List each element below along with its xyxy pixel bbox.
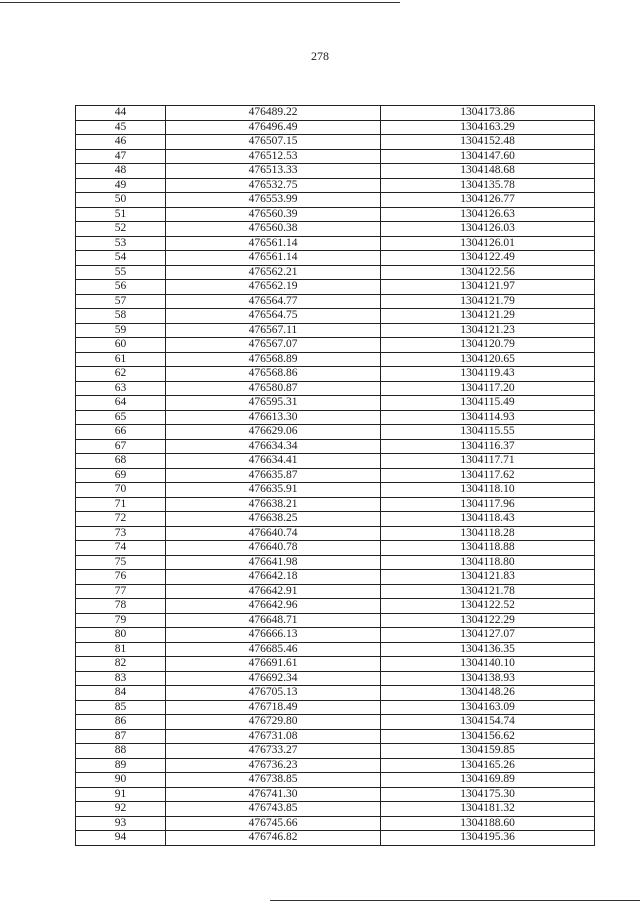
table-row: [76, 222, 595, 237]
table-row: [76, 265, 595, 280]
point-number-cell: 79: [76, 613, 166, 628]
x-coordinate-cell: 476691.61: [166, 657, 381, 672]
table-row: [76, 657, 595, 672]
x-coordinate-cell: 476666.13: [166, 628, 381, 643]
table-row: [76, 570, 595, 585]
table-row: [76, 280, 595, 295]
y-coordinate-cell: 1304126.03: [381, 222, 595, 237]
point-number-cell: 49: [76, 178, 166, 193]
x-coordinate-cell: 476638.21: [166, 497, 381, 512]
point-number-cell: 65: [76, 410, 166, 425]
table-row: [76, 802, 595, 817]
y-coordinate-cell: 1304121.83: [381, 570, 595, 585]
point-number-cell: 66: [76, 425, 166, 440]
point-number-cell: 88: [76, 744, 166, 759]
y-coordinate-cell: 1304126.63: [381, 207, 595, 222]
y-coordinate-cell: 1304122.29: [381, 613, 595, 628]
y-coordinate-cell: 1304121.79: [381, 294, 595, 309]
x-coordinate-cell: 476634.34: [166, 439, 381, 454]
table-row: [76, 787, 595, 802]
point-number-cell: 55: [76, 265, 166, 280]
x-coordinate-cell: 476553.99: [166, 193, 381, 208]
y-coordinate-cell: 1304135.78: [381, 178, 595, 193]
table-row: [76, 729, 595, 744]
table-row: [76, 367, 595, 382]
table-row: [76, 251, 595, 266]
table-row: [76, 686, 595, 701]
point-number-cell: 74: [76, 541, 166, 556]
x-coordinate-cell: 476580.87: [166, 381, 381, 396]
x-coordinate-cell: 476741.30: [166, 787, 381, 802]
x-coordinate-cell: 476635.91: [166, 483, 381, 498]
table-row: [76, 120, 595, 135]
point-number-cell: 54: [76, 251, 166, 266]
point-number-cell: 77: [76, 584, 166, 599]
point-number-cell: 81: [76, 642, 166, 657]
table-row: [76, 323, 595, 338]
table-row: [76, 831, 595, 846]
table-row: [76, 309, 595, 324]
x-coordinate-cell: 476640.78: [166, 541, 381, 556]
y-coordinate-cell: 1304121.23: [381, 323, 595, 338]
x-coordinate-cell: 476564.77: [166, 294, 381, 309]
y-coordinate-cell: 1304152.48: [381, 135, 595, 150]
point-number-cell: 80: [76, 628, 166, 643]
table-row: [76, 454, 595, 469]
x-coordinate-cell: 476642.96: [166, 599, 381, 614]
x-coordinate-cell: 476496.49: [166, 120, 381, 135]
y-coordinate-cell: 1304127.07: [381, 628, 595, 643]
point-number-cell: 89: [76, 758, 166, 773]
table-row: [76, 439, 595, 454]
x-coordinate-cell: 476560.39: [166, 207, 381, 222]
point-number-cell: 91: [76, 787, 166, 802]
table-row: [76, 149, 595, 164]
x-coordinate-cell: 476648.71: [166, 613, 381, 628]
x-coordinate-cell: 476634.41: [166, 454, 381, 469]
table-row: [76, 381, 595, 396]
x-coordinate-cell: 476489.22: [166, 106, 381, 121]
point-number-cell: 90: [76, 773, 166, 788]
table-row: [76, 497, 595, 512]
x-coordinate-cell: 476745.66: [166, 816, 381, 831]
point-number-cell: 93: [76, 816, 166, 831]
point-number-cell: 84: [76, 686, 166, 701]
y-coordinate-cell: 1304119.43: [381, 367, 595, 382]
table-row: [76, 555, 595, 570]
y-coordinate-cell: 1304154.74: [381, 715, 595, 730]
point-number-cell: 56: [76, 280, 166, 295]
y-coordinate-cell: 1304115.49: [381, 396, 595, 411]
point-number-cell: 46: [76, 135, 166, 150]
table-row: [76, 773, 595, 788]
x-coordinate-cell: 476641.98: [166, 555, 381, 570]
table-row: [76, 671, 595, 686]
y-coordinate-cell: 1304118.88: [381, 541, 595, 556]
point-number-cell: 70: [76, 483, 166, 498]
point-number-cell: 64: [76, 396, 166, 411]
point-number-cell: 86: [76, 715, 166, 730]
table-row: [76, 193, 595, 208]
point-number-cell: 94: [76, 831, 166, 846]
coordinate-table-body: [76, 106, 595, 846]
x-coordinate-cell: 476718.49: [166, 700, 381, 715]
x-coordinate-cell: 476642.91: [166, 584, 381, 599]
top-rule: [0, 2, 400, 3]
table-row: [76, 744, 595, 759]
point-number-cell: 87: [76, 729, 166, 744]
y-coordinate-cell: 1304126.01: [381, 236, 595, 251]
y-coordinate-cell: 1304163.09: [381, 700, 595, 715]
y-coordinate-cell: 1304173.86: [381, 106, 595, 121]
x-coordinate-cell: 476692.34: [166, 671, 381, 686]
point-number-cell: 92: [76, 802, 166, 817]
x-coordinate-cell: 476640.74: [166, 526, 381, 541]
point-number-cell: 57: [76, 294, 166, 309]
point-number-cell: 45: [76, 120, 166, 135]
x-coordinate-cell: 476564.75: [166, 309, 381, 324]
table-row: [76, 715, 595, 730]
y-coordinate-cell: 1304122.52: [381, 599, 595, 614]
x-coordinate-cell: 476513.33: [166, 164, 381, 179]
point-number-cell: 63: [76, 381, 166, 396]
x-coordinate-cell: 476635.87: [166, 468, 381, 483]
x-coordinate-cell: 476736.23: [166, 758, 381, 773]
table-row: [76, 468, 595, 483]
y-coordinate-cell: 1304136.35: [381, 642, 595, 657]
table-row: [76, 352, 595, 367]
bottom-rule: [270, 900, 640, 901]
x-coordinate-cell: 476560.38: [166, 222, 381, 237]
x-coordinate-cell: 476733.27: [166, 744, 381, 759]
y-coordinate-cell: 1304195.36: [381, 831, 595, 846]
y-coordinate-cell: 1304175.30: [381, 787, 595, 802]
table-row: [76, 642, 595, 657]
table-row: [76, 816, 595, 831]
x-coordinate-cell: 476746.82: [166, 831, 381, 846]
point-number-cell: 59: [76, 323, 166, 338]
point-number-cell: 71: [76, 497, 166, 512]
y-coordinate-cell: 1304117.20: [381, 381, 595, 396]
y-coordinate-cell: 1304120.65: [381, 352, 595, 367]
table-row: [76, 483, 595, 498]
x-coordinate-cell: 476561.14: [166, 251, 381, 266]
x-coordinate-cell: 476738.85: [166, 773, 381, 788]
point-number-cell: 83: [76, 671, 166, 686]
table-row: [76, 512, 595, 527]
x-coordinate-cell: 476562.19: [166, 280, 381, 295]
y-coordinate-cell: 1304117.96: [381, 497, 595, 512]
y-coordinate-cell: 1304165.26: [381, 758, 595, 773]
y-coordinate-cell: 1304169.89: [381, 773, 595, 788]
point-number-cell: 51: [76, 207, 166, 222]
point-number-cell: 76: [76, 570, 166, 585]
y-coordinate-cell: 1304114.93: [381, 410, 595, 425]
page-number: 278: [311, 49, 329, 63]
y-coordinate-cell: 1304148.26: [381, 686, 595, 701]
y-coordinate-cell: 1304121.29: [381, 309, 595, 324]
y-coordinate-cell: 1304156.62: [381, 729, 595, 744]
coordinate-table: [75, 105, 595, 846]
y-coordinate-cell: 1304121.78: [381, 584, 595, 599]
table-row: [76, 613, 595, 628]
table-row: [76, 425, 595, 440]
table-row: [76, 207, 595, 222]
table-row: [76, 164, 595, 179]
y-coordinate-cell: 1304117.71: [381, 454, 595, 469]
x-coordinate-cell: 476568.86: [166, 367, 381, 382]
x-coordinate-cell: 476567.11: [166, 323, 381, 338]
x-coordinate-cell: 476729.80: [166, 715, 381, 730]
y-coordinate-cell: 1304159.85: [381, 744, 595, 759]
table-row: [76, 700, 595, 715]
table-row: [76, 135, 595, 150]
x-coordinate-cell: 476561.14: [166, 236, 381, 251]
table-row: [76, 178, 595, 193]
x-coordinate-cell: 476595.31: [166, 396, 381, 411]
y-coordinate-cell: 1304122.49: [381, 251, 595, 266]
point-number-cell: 72: [76, 512, 166, 527]
table-row: [76, 526, 595, 541]
point-number-cell: 82: [76, 657, 166, 672]
point-number-cell: 85: [76, 700, 166, 715]
y-coordinate-cell: 1304181.32: [381, 802, 595, 817]
point-number-cell: 61: [76, 352, 166, 367]
point-number-cell: 60: [76, 338, 166, 353]
y-coordinate-cell: 1304188.60: [381, 816, 595, 831]
table-row: [76, 236, 595, 251]
table-row: [76, 294, 595, 309]
y-coordinate-cell: 1304115.55: [381, 425, 595, 440]
x-coordinate-cell: 476638.25: [166, 512, 381, 527]
x-coordinate-cell: 476507.15: [166, 135, 381, 150]
x-coordinate-cell: 476743.85: [166, 802, 381, 817]
y-coordinate-cell: 1304126.77: [381, 193, 595, 208]
y-coordinate-cell: 1304120.79: [381, 338, 595, 353]
x-coordinate-cell: 476642.18: [166, 570, 381, 585]
point-number-cell: 62: [76, 367, 166, 382]
point-number-cell: 69: [76, 468, 166, 483]
point-number-cell: 53: [76, 236, 166, 251]
table-row: [76, 758, 595, 773]
x-coordinate-cell: 476532.75: [166, 178, 381, 193]
table-row: [76, 338, 595, 353]
x-coordinate-cell: 476685.46: [166, 642, 381, 657]
table-row: [76, 396, 595, 411]
table-row: [76, 106, 595, 121]
point-number-cell: 67: [76, 439, 166, 454]
point-number-cell: 78: [76, 599, 166, 614]
table-row: [76, 584, 595, 599]
point-number-cell: 68: [76, 454, 166, 469]
y-coordinate-cell: 1304147.60: [381, 149, 595, 164]
y-coordinate-cell: 1304117.62: [381, 468, 595, 483]
y-coordinate-cell: 1304118.43: [381, 512, 595, 527]
y-coordinate-cell: 1304121.97: [381, 280, 595, 295]
x-coordinate-cell: 476613.30: [166, 410, 381, 425]
y-coordinate-cell: 1304122.56: [381, 265, 595, 280]
point-number-cell: 50: [76, 193, 166, 208]
point-number-cell: 44: [76, 106, 166, 121]
point-number-cell: 75: [76, 555, 166, 570]
y-coordinate-cell: 1304140.10: [381, 657, 595, 672]
y-coordinate-cell: 1304163.29: [381, 120, 595, 135]
table-row: [76, 599, 595, 614]
point-number-cell: 52: [76, 222, 166, 237]
point-number-cell: 58: [76, 309, 166, 324]
x-coordinate-cell: 476629.06: [166, 425, 381, 440]
table-row: [76, 410, 595, 425]
y-coordinate-cell: 1304118.28: [381, 526, 595, 541]
table-row: [76, 541, 595, 556]
y-coordinate-cell: 1304148.68: [381, 164, 595, 179]
x-coordinate-cell: 476731.08: [166, 729, 381, 744]
y-coordinate-cell: 1304118.80: [381, 555, 595, 570]
x-coordinate-cell: 476705.13: [166, 686, 381, 701]
point-number-cell: 73: [76, 526, 166, 541]
table-row: [76, 628, 595, 643]
point-number-cell: 47: [76, 149, 166, 164]
point-number-cell: 48: [76, 164, 166, 179]
x-coordinate-cell: 476567.07: [166, 338, 381, 353]
y-coordinate-cell: 1304118.10: [381, 483, 595, 498]
x-coordinate-cell: 476568.89: [166, 352, 381, 367]
y-coordinate-cell: 1304138.93: [381, 671, 595, 686]
y-coordinate-cell: 1304116.37: [381, 439, 595, 454]
x-coordinate-cell: 476512.53: [166, 149, 381, 164]
x-coordinate-cell: 476562.21: [166, 265, 381, 280]
